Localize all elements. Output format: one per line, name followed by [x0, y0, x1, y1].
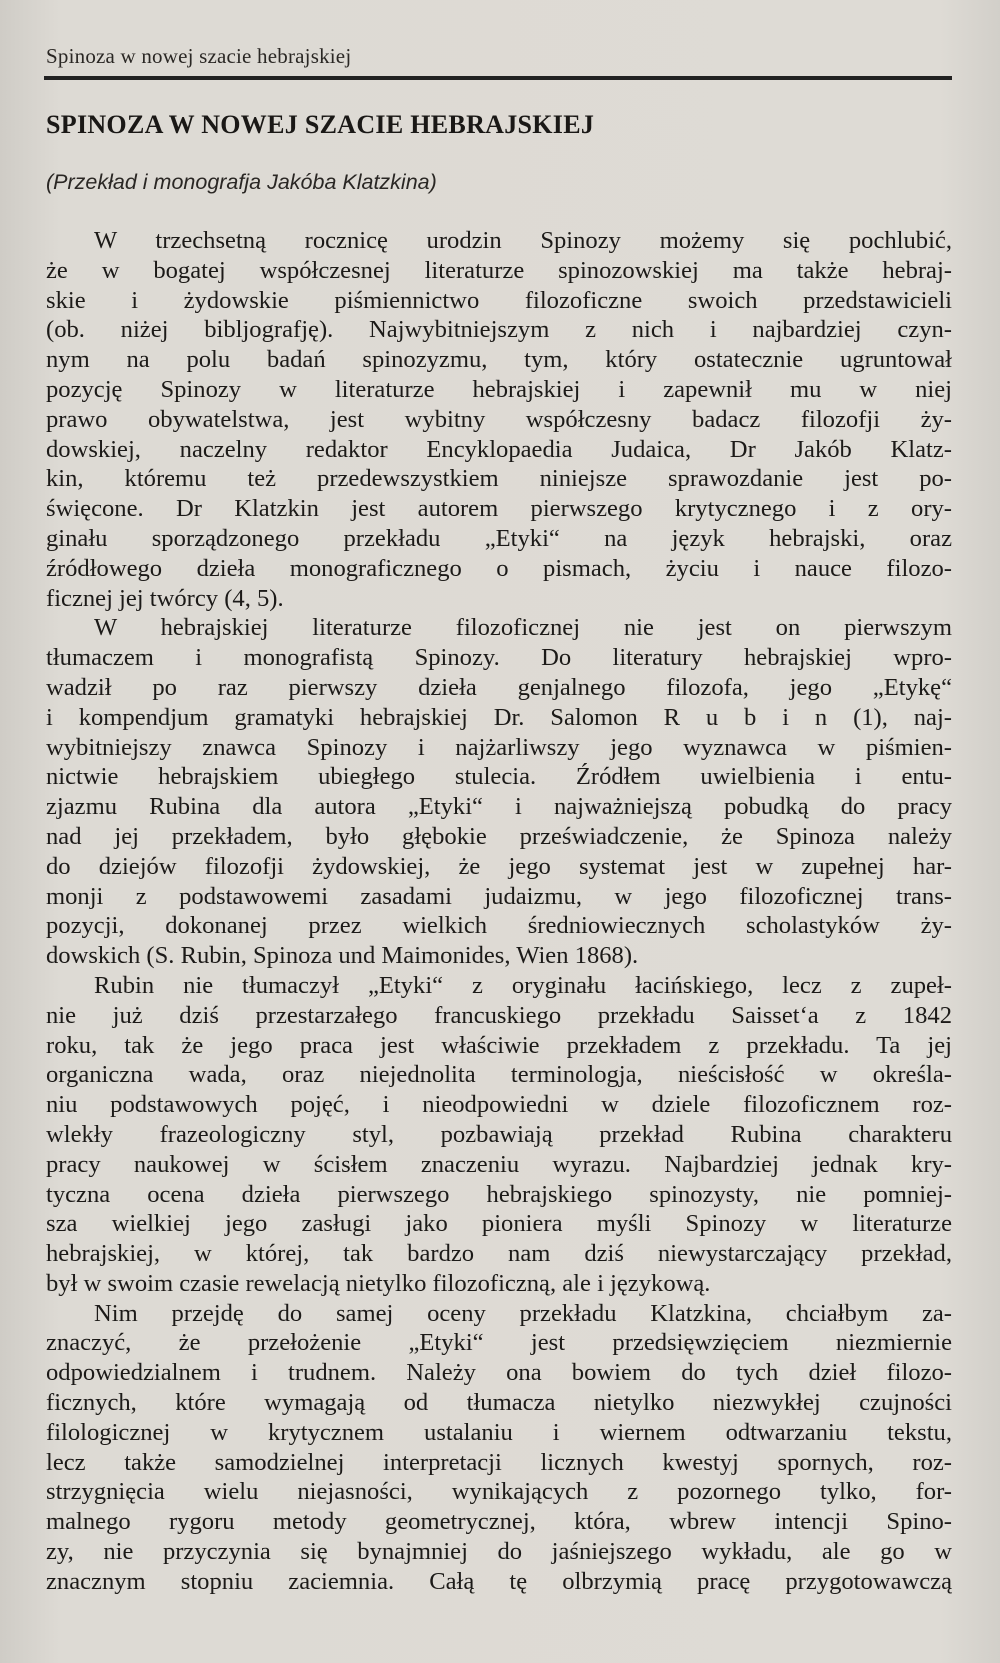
- paragraph-2-line: W hebrajskiej literaturze filozoficznej nie jest on pierwszym: [94, 614, 952, 642]
- paragraph-3-line: pracy naukowej w ścisłem znaczeniu wyrazu. Najbardziej jednak kry-: [46, 1150, 952, 1178]
- paragraph-1-line: prawo obywatelstwa, jest wybitny współczesny badacz filozofji ży-: [46, 405, 952, 433]
- paragraph-4-line: ficznych, które wymagają od tłumacza nietylko niezwykłej czujności: [46, 1389, 952, 1417]
- paragraph-4-line: zy, nie przyczynia się bynajmniej do jaśniejszego wykładu, ale go w: [46, 1538, 952, 1566]
- paragraph-1-line: kin, któremu też przedewszystkiem niniejsze sprawozdanie jest po-: [46, 465, 952, 493]
- paragraph-2-line: zjazmu Rubina dla autora „Etyki“ i najważniejszą pobudką do pracy: [46, 793, 952, 821]
- paragraph-2-line: pozycji, dokonanej przez wielkich średniowiecznych scholastyków ży-: [46, 912, 952, 940]
- paragraph-3-line: Rubin nie tłumaczył „Etyki“ z oryginału łacińskiego, lecz z zupeł-: [94, 971, 952, 999]
- running-header: Spinoza w nowej szacie hebrajskiej: [46, 44, 352, 68]
- paragraph-1-line: dowskiej, naczelny redaktor Encyklopaedia Judaica, Dr Jakób Klatz-: [46, 435, 952, 463]
- paragraph-4-line: malnego rygoru metody geometrycznej, która, wbrew intencji Spino-: [46, 1508, 952, 1536]
- paragraph-3-line: był w swoim czasie rewelacją nietylko filozoficzną, ale i językową.: [46, 1269, 711, 1297]
- paragraph-2-line: nictwie hebrajskiem ubiegłego stulecia. Źródłem uwielbienia i entu-: [46, 763, 952, 791]
- paragraph-4-line: znacznym stopniu zaciemnia. Całą tę olbrzymią pracę przygotowawczą: [46, 1567, 952, 1595]
- article-subtitle: (Przekład i monografja Jakóba Klatzkina): [46, 170, 437, 194]
- paragraph-3-line: tyczna ocena dzieła pierwszego hebrajskiego spinozysty, nie pomniej-: [46, 1180, 952, 1208]
- paragraph-2-line: nad jej przekładem, było głębokie przeświadczenie, że Spinoza należy: [46, 822, 952, 850]
- paragraph-3-line: hebrajskiej, w której, tak bardzo nam dziś niewystarczający przekład,: [46, 1240, 952, 1268]
- paragraph-2-line: monji z podstawowemi zasadami judaizmu, w jego filozoficznej trans-: [46, 882, 952, 910]
- paragraph-1-line: (ob. niżej bibljografję). Najwybitniejszym z nich i najbardziej czyn-: [46, 316, 952, 344]
- paragraph-2-line: wybitniejszy znawca Spinozy i najżarliwszy jego wyznawca w piśmien-: [46, 733, 952, 761]
- paragraph-4-line: odpowiedzialnem i trudnem. Należy ona bowiem do tych dzieł filozo-: [46, 1359, 952, 1387]
- paragraph-3-line: niu podstawowych pojęć, i nieodpowiedni w dziele filozoficznem roz-: [46, 1091, 952, 1119]
- paragraph-4-line: strzygnięcia wielu niejasności, wynikających z pozornego tylko, for-: [46, 1478, 952, 1506]
- paragraph-1-line: skie i żydowskie piśmiennictwo filozoficzne swoich przedstawicieli: [46, 286, 952, 314]
- paragraph-3-line: roku, tak że jego praca jest właściwie przekładem z przekładu. Ta jej: [46, 1031, 952, 1059]
- paragraph-4-line: filologicznej w krytycznem ustalaniu i wiernem odtwarzaniu tekstu,: [46, 1418, 952, 1446]
- paragraph-1-line: nym na polu badań spinozyzmu, tym, który ostatecznie ugruntował: [46, 346, 952, 374]
- paragraph-3-line: sza wielkiej jego zasługi jako pioniera myśli Spinozy w literaturze: [46, 1210, 952, 1238]
- paragraph-3-line: organiczna wada, oraz niejednolita terminologja, nieścisłość w określa-: [46, 1061, 952, 1089]
- paragraph-2-line: tłumaczem i monografistą Spinozy. Do literatury hebrajskiej wpro-: [46, 644, 952, 672]
- paragraph-2-line: dowskich (S. Rubin, Spinoza und Maimonides, Wien 1868).: [46, 942, 639, 970]
- paragraph-1-line: pozycję Spinozy w literaturze hebrajskiej i zapewnił mu w niej: [46, 375, 952, 403]
- paragraph-2-line: wadził po raz pierwszy dzieła genjalnego filozofa, jego „Etykę“: [46, 673, 952, 701]
- paragraph-1-line: że w bogatej współczesnej literaturze spinozowskiej ma także hebraj-: [46, 256, 952, 284]
- paragraph-3-line: wlekły frazeologiczny styl, pozbawiają przekład Rubina charakteru: [46, 1120, 952, 1148]
- paragraph-2-line: do dziejów filozofji żydowskiej, że jego systemat jest w zupełnej har-: [46, 852, 952, 880]
- paragraph-4-line: znaczyć, że przełożenie „Etyki“ jest przedsięwzięciem niezmiernie: [46, 1329, 952, 1357]
- paragraph-3-line: nie już dziś przestarzałego francuskiego przekładu Saisset‘a z 1842: [46, 1001, 952, 1029]
- paragraph-4-line: lecz także samodzielnej interpretacji licznych kwestyj spornych, roz-: [46, 1448, 952, 1476]
- paragraph-2-line: i kompendjum gramatyki hebrajskiej Dr. Salomon R u b i n (1), naj-: [46, 703, 952, 731]
- paragraph-1-line: ficznej jej twórcy (4, 5).: [46, 584, 284, 612]
- paragraph-1-line: ginału sporządzonego przekładu „Etyki“ na język hebrajski, oraz: [46, 524, 952, 552]
- paragraph-1-line: źródłowego dzieła monograficznego o pismach, życiu i nauce filozo-: [46, 554, 952, 582]
- paragraph-1-line: święcone. Dr Klatzkin jest autorem pierwszego krytycznego i z ory-: [46, 495, 952, 523]
- paragraph-1-line: W trzechsetną rocznicę urodzin Spinozy możemy się pochlubić,: [94, 227, 952, 254]
- article-title: SPINOZA W NOWEJ SZACIE HEBRAJSKIEJ: [46, 110, 595, 139]
- header-rule: [44, 76, 952, 80]
- article-body: [46, 226, 952, 1597]
- paragraph-4-line: Nim przejdę do samej oceny przekładu Klatzkina, chciałbym za-: [94, 1299, 952, 1327]
